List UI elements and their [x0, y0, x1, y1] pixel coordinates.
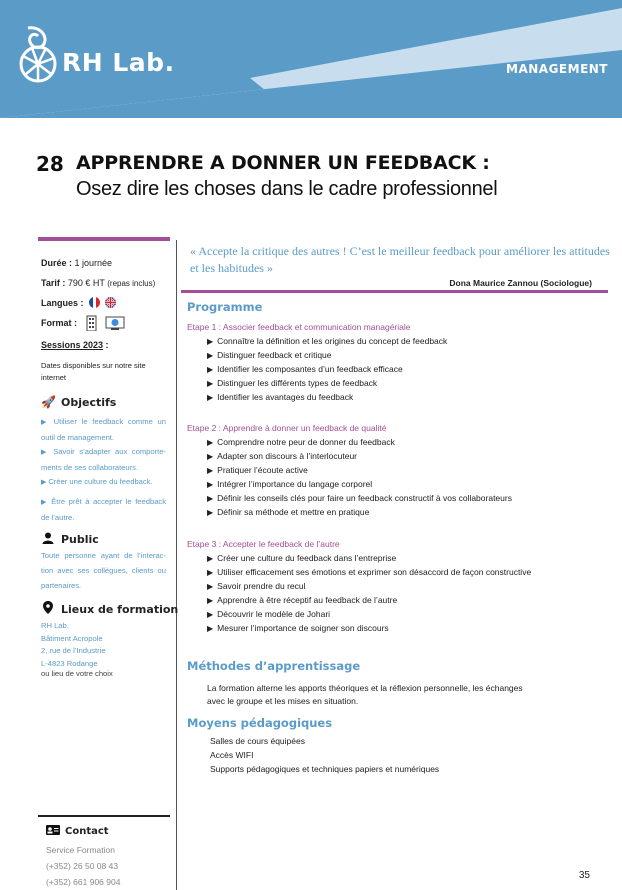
french-flag-icon: [89, 297, 100, 308]
page-number: 35: [578, 870, 590, 881]
contact-mobile: (+352) 661 906 904: [46, 877, 121, 887]
category-label: MANAGEMENT: [506, 62, 608, 76]
programme-item: ▶ Mesurer l’importance de soigner son discours: [207, 623, 389, 633]
programme-item: ▶ Savoir prendre du recul: [207, 581, 306, 591]
quote-author: Dona Maurice Zannou (Sociologue): [449, 278, 592, 288]
objectif-item: ▶ Utiliser le feedback comme un outil de management.: [41, 417, 167, 442]
objectif-item: ▶ Être prêt à accepter le feedback de l’autre.: [41, 497, 167, 522]
lieux-heading: Lieux de formation: [41, 601, 178, 617]
public-text: Toute personne ayant de l’interac-tion avec ses collègues, clients ou partenaires.: [41, 551, 166, 590]
programme-item: ▶ Distinguer les différents types de feedback: [207, 378, 378, 388]
lieux-other: ou lieu de votre choix: [41, 669, 113, 678]
contact-heading: Contact: [46, 825, 109, 838]
programme-item: ▶ Distinguer feedback et critique: [207, 350, 332, 360]
programme-item: ▶ Intégrer l’importance du langage corporel: [207, 479, 373, 489]
quote-divider: [181, 290, 608, 293]
course-subtitle: Osez dire les choses dans le cadre professionnel: [76, 178, 498, 200]
quote-text: « Accepte la critique des autres ! C’est le meilleur feedback pour améliorer les attitudes et les habitudes »: [190, 244, 610, 275]
programme-item: ▶ Utiliser efficacement ses émotions et exprimer son désaccord de façon constructive: [207, 567, 532, 577]
programme-item: ▶ Découvrir le modèle de Johari: [207, 609, 331, 619]
location-pin-icon: [41, 601, 55, 617]
objectif-item: ▶ Créer une culture du feedback.: [41, 477, 153, 486]
programme-item: ▶ Identifier les composantes d’un feedback efficace: [207, 364, 403, 374]
etape-title: Etape 2 : Apprendre à donner un feedback de qualité: [187, 423, 387, 433]
contact-service: Service Formation: [46, 845, 115, 855]
programme-item: ▶ Comprendre notre peur de donner du feedback: [207, 437, 395, 447]
programme-heading: Programme: [187, 300, 263, 314]
methodes-heading: Méthodes d’apprentissage: [187, 659, 361, 673]
programme-item: ▶ Identifier les avantages du feedback: [207, 392, 354, 402]
sessions-heading: Sessions 2023 :: [41, 340, 109, 350]
objectif-item: ▶ Savoir s’adapter aux comporte-ments de ses collaborateurs.: [41, 447, 166, 472]
rocket-icon: 🚀: [41, 395, 56, 409]
programme-item: ▶ Créer une culture du feedback dans l’entreprise: [207, 553, 397, 563]
building-icon: [85, 315, 99, 331]
lieux-address: RH Lab. Bâtiment Acropole 2, rue de l’Industrie L-4823 Rodange: [41, 621, 106, 668]
programme-item: ▶ Adapter son discours à l’interlocuteur: [207, 451, 358, 461]
programme-item: ▶ Définir sa méthode et mettre en pratique: [207, 507, 370, 517]
programme-item: ▶ Connaître la définition et les origines du concept de feedback: [207, 336, 448, 346]
moyens-item: Accès WIFI: [210, 750, 254, 760]
duree-line: Durée : 1 journée: [41, 258, 113, 268]
sessions-text: Dates disponibles sur notre site internet: [41, 361, 146, 382]
tarif-line: Tarif : 790 € HT (repas inclus): [41, 278, 156, 288]
methodes-text: La formation alterne les apports théoriques et la réflexion personnelle, les échanges: [207, 683, 523, 693]
contact-phone: (+352) 26 50 08 43: [46, 861, 119, 871]
video-call-icon: [105, 316, 125, 331]
moyens-item: Supports pédagogiques et techniques papiers et numériques: [210, 764, 440, 774]
format-line: Format :: [41, 315, 125, 331]
objectifs-heading: 🚀 Objectifs: [41, 395, 117, 409]
logo-icon: [18, 26, 58, 84]
moyens-item: Salles de cours équipées: [210, 736, 305, 746]
public-heading: Public: [41, 532, 99, 547]
contact-divider: [38, 815, 170, 817]
programme-item: ▶ Définir les conseils clés pour faire un feedback constructif à vos collaborateurs: [207, 493, 512, 503]
langues-line: Langues :: [41, 297, 116, 308]
contact-card-icon: [46, 825, 60, 838]
logo-text: RH Lab.: [62, 48, 175, 77]
etape-title: Etape 1 : Associer feedback et communication managériale: [187, 322, 411, 332]
programme-item: ▶ Apprendre à être réceptif au feedback de l’autre: [207, 595, 398, 605]
etape-title: Etape 3 : Accepter le feedback de l’autre: [187, 539, 340, 549]
programme-item: ▶ Pratiquer l’écoute active: [207, 465, 308, 475]
methodes-text: avec le groupe et les mises en situation.: [207, 696, 359, 706]
course-number: 28: [36, 152, 64, 176]
column-divider: [176, 240, 177, 890]
person-icon: [41, 532, 55, 547]
moyens-heading: Moyens pédagogiques: [187, 716, 333, 730]
uk-flag-icon: [105, 297, 116, 308]
sidebar-divider: [38, 237, 170, 241]
course-title: APPRENDRE A DONNER UN FEEDBACK :: [76, 152, 490, 174]
